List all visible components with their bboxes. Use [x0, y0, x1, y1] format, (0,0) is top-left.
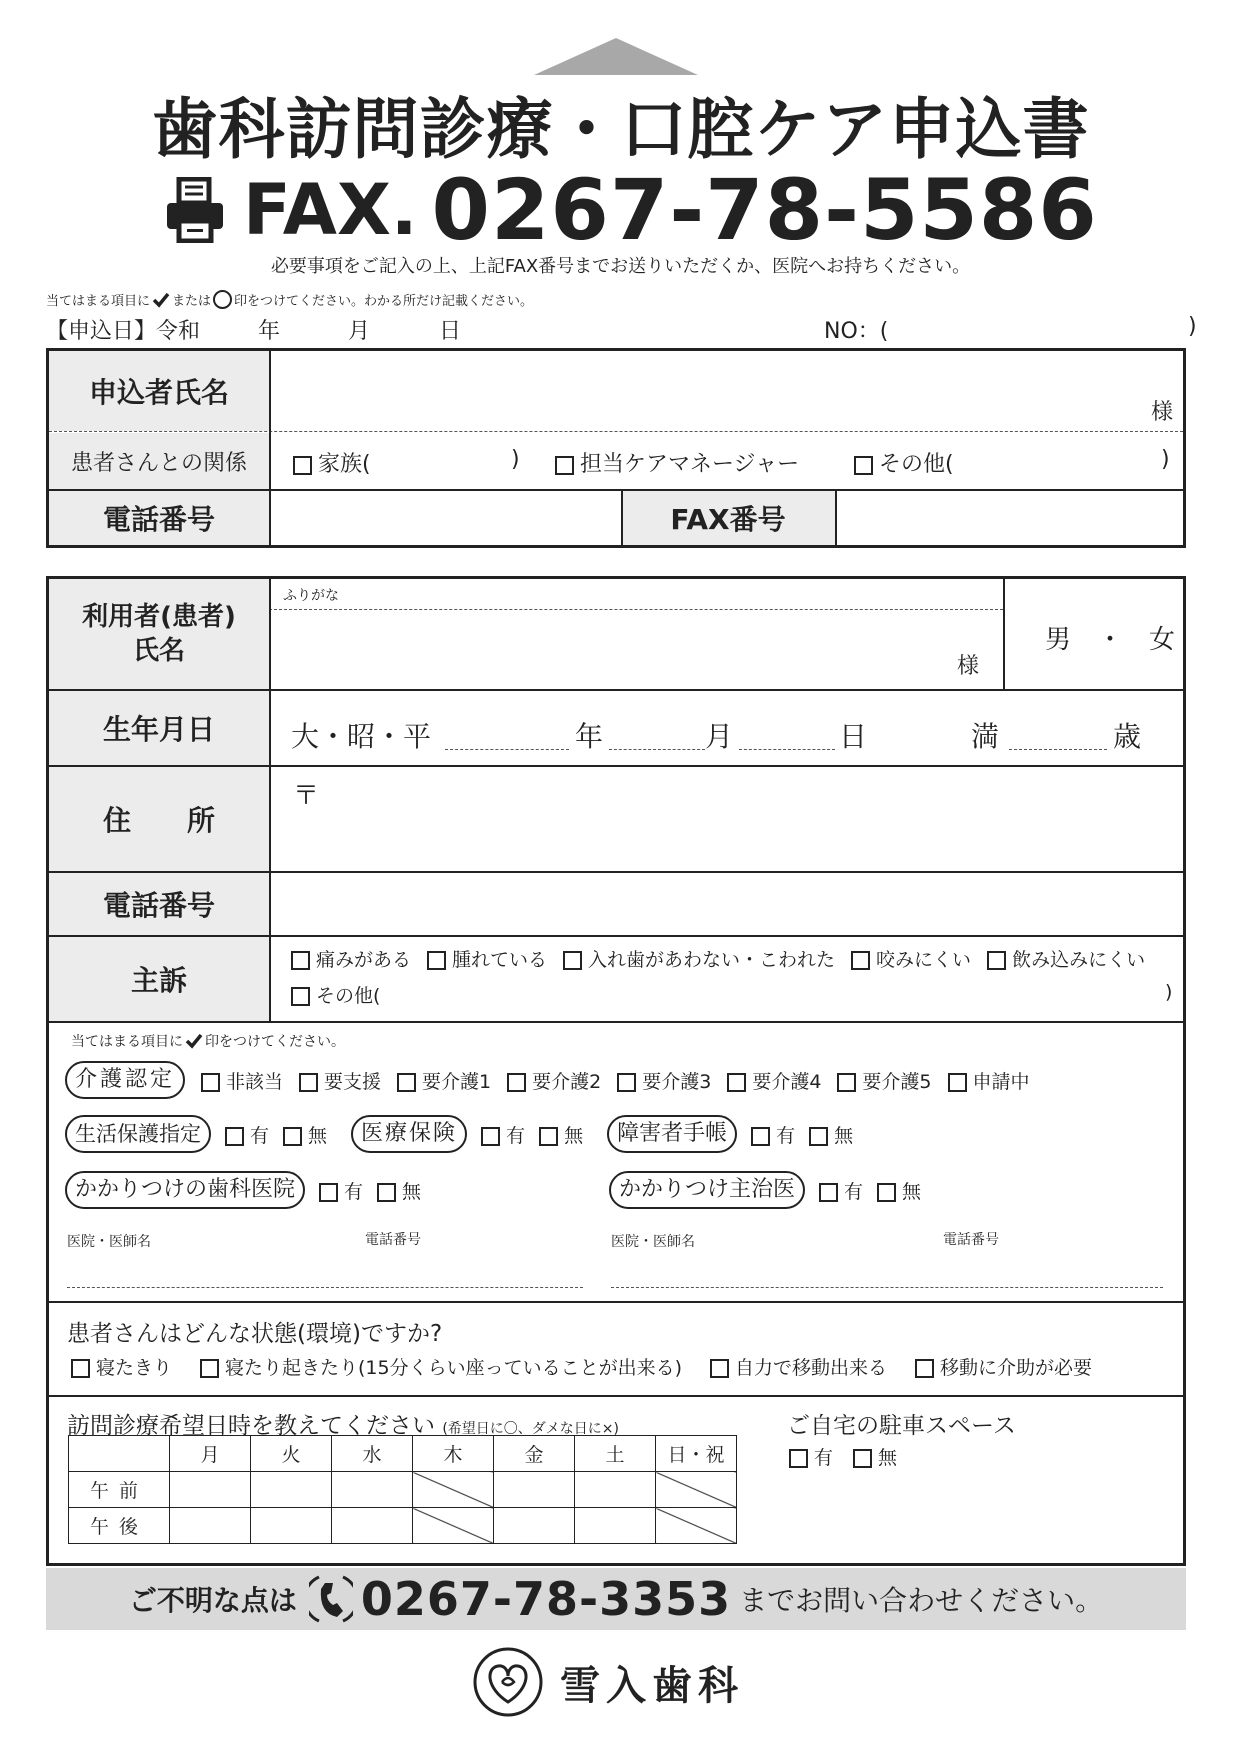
- checkbox[interactable]: [481, 1127, 500, 1146]
- checkbox[interactable]: [789, 1449, 808, 1468]
- complaint-option-denture[interactable]: 入れ歯があわない・こわれた: [563, 945, 835, 972]
- row-header: 午後: [69, 1508, 170, 1544]
- complaint-option-swallowing[interactable]: 飲み込みにくい: [987, 945, 1145, 972]
- checkbox[interactable]: [948, 1073, 967, 1092]
- certification-option[interactable]: 要支援: [299, 1067, 381, 1094]
- condition-options: [71, 1353, 1092, 1380]
- schedule-cell[interactable]: [332, 1508, 413, 1544]
- applicant-name-label: 申込者氏名: [49, 351, 269, 431]
- certification-option[interactable]: 要介護1: [397, 1067, 491, 1094]
- relation-family-checkbox[interactable]: [293, 456, 312, 475]
- certification-option[interactable]: 要介護3: [617, 1067, 711, 1094]
- schedule-row-morning: [69, 1472, 737, 1508]
- schedule-cell-unavailable: [656, 1508, 737, 1544]
- complaint-other-close: ): [1165, 981, 1173, 1003]
- checkbox[interactable]: [201, 1073, 220, 1092]
- relation-other-option[interactable]: その他(: [854, 447, 954, 478]
- patient-name-honorific: 様: [957, 654, 980, 679]
- complaint-options: [291, 945, 1145, 972]
- checkbox[interactable]: [200, 1359, 219, 1378]
- parking-title: ご自宅の駐車スペース: [787, 1413, 1016, 1439]
- schedule-cell[interactable]: [251, 1508, 332, 1544]
- dentist-no[interactable]: 無: [377, 1177, 421, 1204]
- fax-machine-icon: [165, 177, 225, 243]
- era-options[interactable]: 大・昭・平: [291, 720, 432, 753]
- parking-options: [789, 1443, 897, 1470]
- age-suffix: 歳: [1113, 720, 1142, 753]
- checkbox[interactable]: [397, 1073, 416, 1092]
- patient-phone-label: 電話番号: [49, 873, 269, 935]
- checkbox[interactable]: [299, 1073, 318, 1092]
- complaint-other-option[interactable]: その他(: [291, 981, 380, 1008]
- physician-phone-label: 電話番号: [943, 1232, 999, 1248]
- checkmark-icon: [152, 292, 170, 308]
- condition-question: 患者さんはどんな状態(環境)ですか?: [67, 1321, 443, 1347]
- schedule-cell[interactable]: [494, 1472, 575, 1508]
- schedule-header-row: [69, 1436, 737, 1472]
- month-label: 月: [348, 319, 371, 344]
- day-header: 日・祝: [656, 1436, 737, 1472]
- certification-label: 介護認定: [65, 1061, 185, 1099]
- medical-insurance-label: 医療保険: [351, 1115, 467, 1153]
- number-label: NO：(: [824, 319, 889, 344]
- contact-phone: 0267-78-3353: [360, 1572, 732, 1626]
- schedule-title: 訪問診療希望日時を教えてください (希望日に〇、ダメな日に×): [67, 1413, 619, 1439]
- relation-label: 患者さんとの関係: [49, 433, 269, 489]
- schedule-table: [68, 1435, 737, 1544]
- welfare-no[interactable]: 無: [283, 1121, 327, 1148]
- checkbox[interactable]: [751, 1127, 770, 1146]
- schedule-cell-unavailable: [413, 1508, 494, 1544]
- relation-other-checkbox[interactable]: [854, 456, 873, 475]
- patient-name-label: 利用者(患者) 氏名: [49, 579, 269, 689]
- number-close: ): [1188, 314, 1197, 339]
- care-note: 当てはまる項目に 印をつけてください。: [71, 1034, 345, 1050]
- contact-banner: [46, 1568, 1186, 1630]
- complaint-option-pain[interactable]: 痛みがある: [291, 945, 411, 972]
- clinic-name: 雪入歯科: [560, 1662, 744, 1709]
- complaint-option-swelling[interactable]: 腫れている: [427, 945, 547, 972]
- insurance-row: [65, 1115, 853, 1153]
- year-label: 年: [258, 319, 281, 344]
- form-subtitle: 必要事項をご記入の上、上記FAX番号までお送りいただくか、医院へお持ちください。: [270, 256, 971, 277]
- condition-option[interactable]: 自力で移動出来る: [710, 1353, 887, 1380]
- checkbox[interactable]: [877, 1183, 896, 1202]
- disability-yes[interactable]: 有: [751, 1121, 795, 1148]
- birth-day-label: 日: [839, 720, 868, 753]
- schedule-cell[interactable]: [494, 1508, 575, 1544]
- day-label: 日: [439, 319, 462, 344]
- checkbox[interactable]: [71, 1359, 90, 1378]
- relation-caremanager-option[interactable]: 担当ケアマネージャー: [555, 447, 799, 478]
- schedule-row-afternoon: [69, 1508, 737, 1544]
- day-header: 金: [494, 1436, 575, 1472]
- complaint-option-chewing[interactable]: 咬みにくい: [851, 945, 971, 972]
- date-label: 【申込日】令和: [46, 319, 201, 344]
- day-header: 木: [413, 1436, 494, 1472]
- schedule-cell[interactable]: [170, 1508, 251, 1544]
- contact-suffix: までお問い合わせください。: [739, 1584, 1104, 1617]
- certification-option[interactable]: 申請中: [948, 1067, 1030, 1094]
- checkmark-icon: [185, 1033, 203, 1049]
- gender-option[interactable]: 男 ・ 女: [1045, 625, 1176, 655]
- decorative-triangle: [534, 38, 698, 75]
- schedule-cell-unavailable: [413, 1472, 494, 1508]
- checkbox[interactable]: [617, 1073, 636, 1092]
- certification-option[interactable]: 要介護5: [837, 1067, 931, 1094]
- disability-label: 障害者手帳: [607, 1115, 737, 1153]
- certification-option[interactable]: 要介護4: [727, 1067, 821, 1094]
- day-header: 水: [332, 1436, 413, 1472]
- complaint-checkbox[interactable]: [291, 951, 310, 970]
- contact-prefix: ご不明な点は: [128, 1584, 297, 1617]
- dentist-row: [65, 1171, 421, 1209]
- day-header: 月: [170, 1436, 251, 1472]
- birthdate-label: 生年月日: [49, 691, 269, 765]
- physician-label: かかりつけ主治医: [609, 1171, 805, 1209]
- complaint-other-checkbox[interactable]: [291, 987, 310, 1006]
- relation-caremanager-checkbox[interactable]: [555, 456, 574, 475]
- physician-name-label: 医院・医師名: [611, 1234, 695, 1250]
- birth-year-label: 年: [575, 720, 604, 753]
- medical-insurance-yes[interactable]: 有: [481, 1121, 525, 1148]
- phone-icon: [309, 1573, 353, 1625]
- checkbox[interactable]: [809, 1127, 828, 1146]
- day-header: 火: [251, 1436, 332, 1472]
- dentist-phone-label: 電話番号: [365, 1232, 421, 1248]
- physician-row: [609, 1171, 921, 1209]
- disability-no[interactable]: 無: [809, 1121, 853, 1148]
- welfare-label: 生活保護指定: [65, 1115, 211, 1153]
- condition-option[interactable]: 寝たり起きたり(15分くらい座っていることが出来る): [200, 1353, 682, 1380]
- schedule-cell[interactable]: [251, 1472, 332, 1508]
- dentist-yes[interactable]: 有: [319, 1177, 363, 1204]
- checkbox[interactable]: [507, 1073, 526, 1092]
- heart-logo-icon: [472, 1646, 544, 1718]
- physician-no[interactable]: 無: [877, 1177, 921, 1204]
- physician-yes[interactable]: 有: [819, 1177, 863, 1204]
- checkbox[interactable]: [225, 1127, 244, 1146]
- clinic-logo: [472, 1646, 744, 1718]
- dentist-name-label: 医院・医師名: [67, 1234, 151, 1250]
- parking-yes[interactable]: 有: [789, 1443, 833, 1470]
- condition-option[interactable]: 移動に介助が必要: [915, 1353, 1092, 1380]
- day-header: 土: [575, 1436, 656, 1472]
- applicant-name-honorific: 様: [1150, 400, 1173, 425]
- welfare-yes[interactable]: 有: [225, 1121, 269, 1148]
- checkbox[interactable]: [283, 1127, 302, 1146]
- applicant-section: [46, 348, 1186, 548]
- relation-family-option[interactable]: 家族(: [293, 447, 371, 478]
- schedule-cell[interactable]: [575, 1472, 656, 1508]
- row-header: 午前: [69, 1472, 170, 1508]
- schedule-cell-unavailable: [656, 1472, 737, 1508]
- checkbox[interactable]: [819, 1183, 838, 1202]
- checkbox[interactable]: [727, 1073, 746, 1092]
- fax-number: 0267-78-5586: [431, 161, 1098, 259]
- complaint-checkbox[interactable]: [851, 951, 870, 970]
- applicant-phone-label: 電話番号: [49, 491, 269, 545]
- condition-option[interactable]: 寝たきり: [71, 1353, 172, 1380]
- patient-section: [46, 576, 1186, 1566]
- complaint-checkbox[interactable]: [563, 951, 582, 970]
- schedule-cell[interactable]: [332, 1472, 413, 1508]
- furigana-label: ふりがな: [283, 588, 339, 604]
- instruction-note: 当てはまる項目に または 印をつけてください。わかる所だけ記載ください。: [46, 290, 533, 309]
- application-date-row: [46, 314, 1206, 344]
- birth-month-label: 月: [705, 720, 734, 753]
- fax-header: [165, 161, 1098, 259]
- postal-mark: 〒: [293, 781, 320, 811]
- relation-other-close: ): [1161, 447, 1170, 472]
- circle-icon: [213, 290, 232, 309]
- form-title: 歯科訪問診療・口腔ケア申込書: [151, 91, 1090, 168]
- age-prefix: 満: [971, 720, 1000, 753]
- medical-insurance-no[interactable]: 無: [539, 1121, 583, 1148]
- certification-option[interactable]: 要介護2: [507, 1067, 601, 1094]
- checkbox[interactable]: [837, 1073, 856, 1092]
- fax-label: FAX.: [243, 169, 418, 251]
- checkbox[interactable]: [377, 1183, 396, 1202]
- checkbox[interactable]: [539, 1127, 558, 1146]
- relation-family-close: ): [511, 447, 520, 472]
- applicant-fax-label: FAX番号: [621, 491, 835, 545]
- schedule-cell[interactable]: [170, 1472, 251, 1508]
- complaint-checkbox[interactable]: [987, 951, 1006, 970]
- complaint-label: 主訴: [49, 937, 269, 1021]
- checkbox[interactable]: [915, 1359, 934, 1378]
- schedule-cell[interactable]: [575, 1508, 656, 1544]
- checkbox[interactable]: [319, 1183, 338, 1202]
- parking-no[interactable]: 無: [853, 1443, 897, 1470]
- checkbox[interactable]: [853, 1449, 872, 1468]
- certification-row: [65, 1061, 1030, 1099]
- checkbox[interactable]: [710, 1359, 729, 1378]
- complaint-checkbox[interactable]: [427, 951, 446, 970]
- certification-option[interactable]: 非該当: [201, 1067, 283, 1094]
- dentist-label: かかりつけの歯科医院: [65, 1171, 305, 1209]
- address-label: 住 所: [49, 767, 269, 871]
